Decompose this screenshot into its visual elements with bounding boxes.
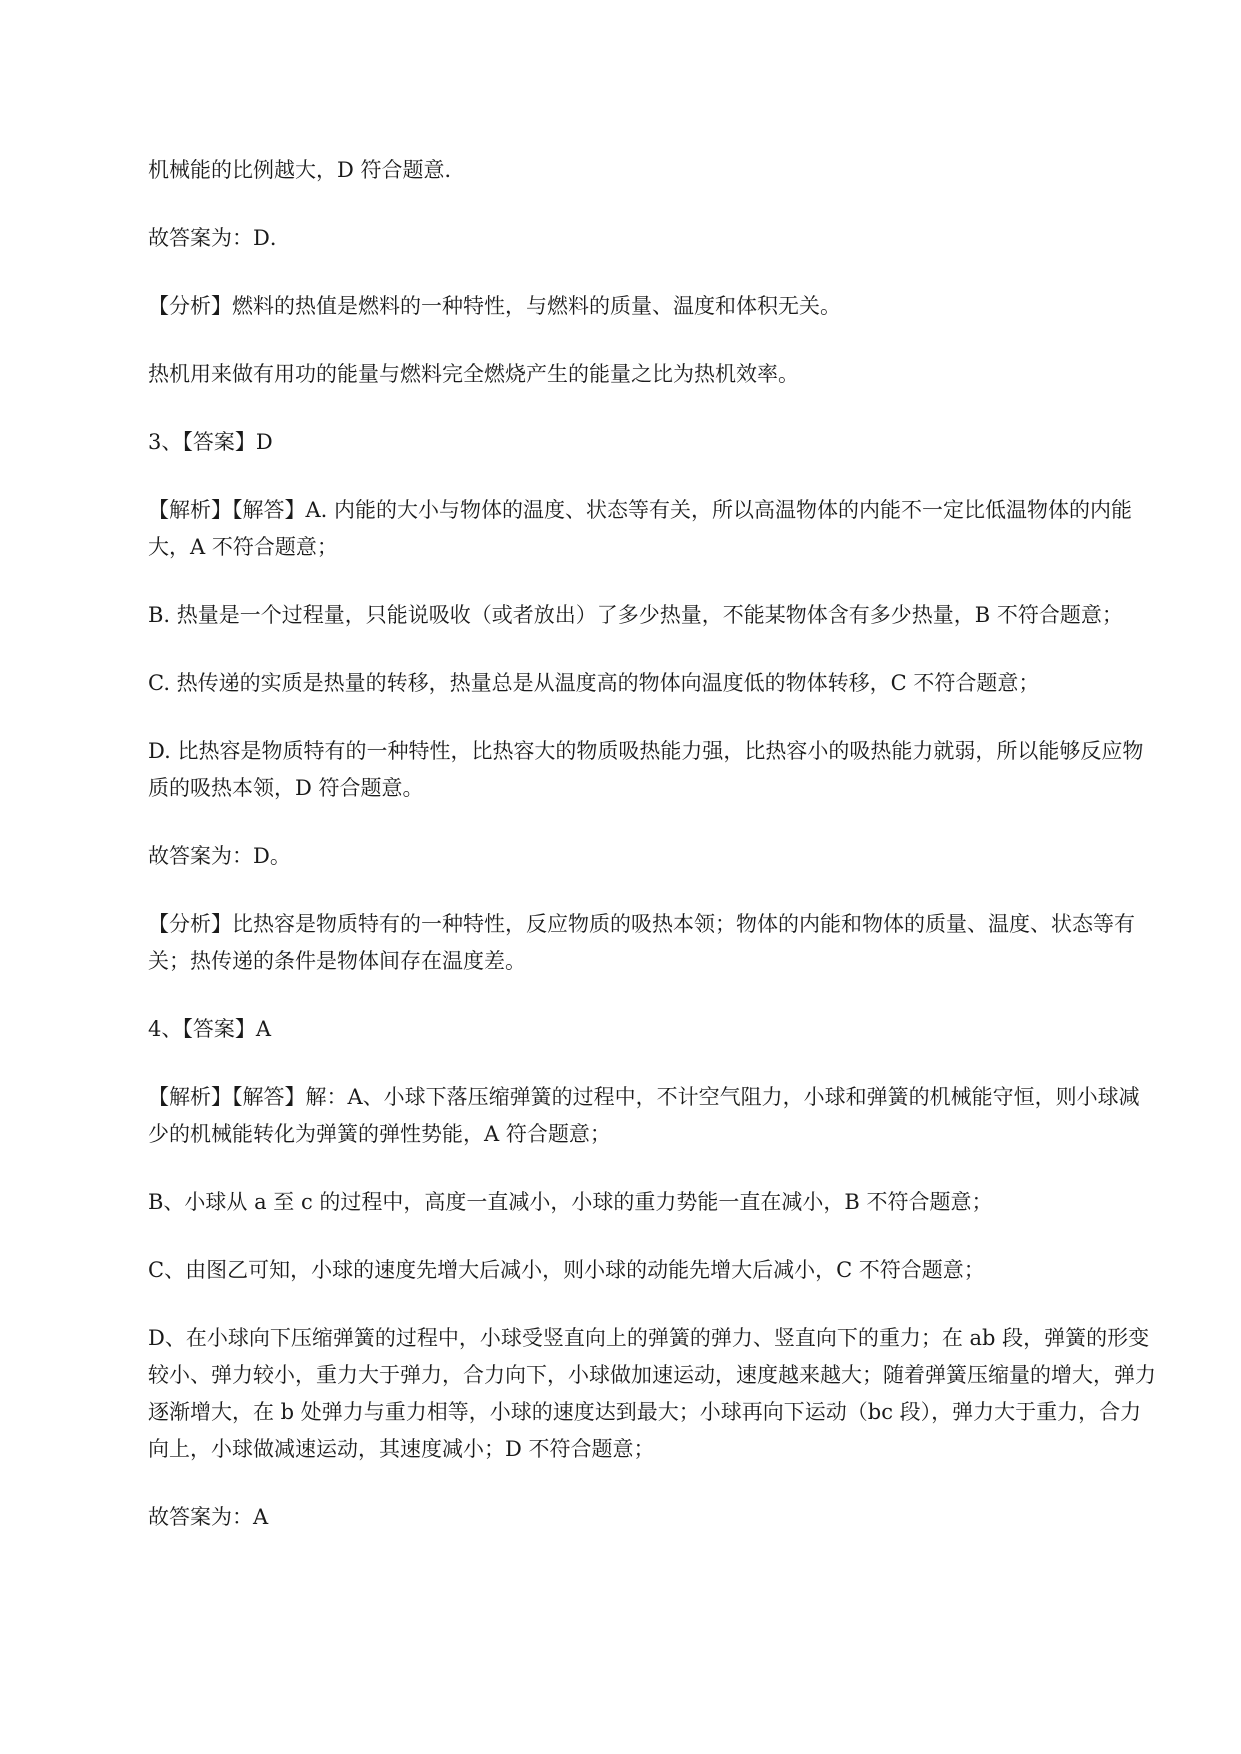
paragraph-mechanical-energy-conclusion: 机械能的比例越大，D 符合题意． — [148, 158, 466, 182]
paragraph-q3-option-c: C. 热传递的实质是热量的转移，热量总是从温度高的物体向温度低的物体转移，C 不符合题意； — [148, 671, 1040, 695]
paragraph-q4-option-c: C、由图乙可知，小球的速度先增大后减小，则小球的动能先增大后减小，C 不符合题意； — [148, 1258, 985, 1282]
paragraph-q4-option-b: B、小球从 a 至 c 的过程中，高度一直减小，小球的重力势能一直在减小，B 不符合题意； — [148, 1190, 993, 1214]
paragraph-q3-analysis: 【分析】比热容是物质特有的一种特性，反应物质的吸热本领；物体的内能和物体的质量、温度、状态等有关；热传递的条件是物体间存在温度差。 — [148, 912, 1135, 973]
paragraph-answer-q3: 故答案为：D。 — [148, 844, 291, 868]
paragraph-analysis-engine-efficiency: 热机用来做有用功的能量与燃料完全燃烧产生的能量之比为热机效率。 — [148, 362, 799, 386]
paragraph-analysis-heat-value: 【分析】燃料的热值是燃料的一种特性，与燃料的质量、温度和体积无关。 — [148, 294, 841, 318]
paragraph-answer-q2: 故答案为：D． — [148, 226, 291, 250]
paragraph-q3-answer-header: 3、【答案】D — [148, 430, 273, 454]
paragraph-q4-answer-header: 4、【答案】A — [148, 1017, 272, 1041]
paragraph-q4-option-a: 【解析】【解答】解：A、小球下落压缩弹簧的过程中，不计空气阻力，小球和弹簧的机械能守恒，则小球减少的机械能转化为弹簧的弹性势能，A 符合题意； — [148, 1085, 1140, 1146]
paragraph-answer-q4: 故答案为：A — [148, 1505, 269, 1529]
paragraph-q3-option-b: B. 热量是一个过程量，只能说吸收（或者放出）了多少热量，不能某物体含有多少热量，B 不符合题意； — [148, 603, 1123, 627]
paragraph-q4-option-d: D、在小球向下压缩弹簧的过程中，小球受竖直向上的弹簧的弹力、竖直向下的重力；在 ab 段，弹簧的形变较小、弹力较小，重力大于弹力，合力向下，小球做加速运动，速度越来越大；随着弹簧压缩量的增大，弹力逐渐增大，在 b 处弹力与重力相等，小球的速度达到最大；小球再向下运动（bc 段），弹力大于重力，合力向上，小球做减速运动，其速度减小；D 不符合题意； — [148, 1326, 1156, 1461]
paragraph-q3-option-d: D. 比热容是物质特有的一种特性，比热容大的物质吸热能力强，比热容小的吸热能力就弱，所以能够反应物质的吸热本领，D 符合题意。 — [148, 739, 1144, 800]
paragraph-q3-option-a: 【解析】【解答】A. 内能的大小与物体的温度、状态等有关，所以高温物体的内能不一定比低温物体的内能大，A 不符合题意； — [148, 498, 1133, 559]
document-body — [148, 152, 1158, 1567]
